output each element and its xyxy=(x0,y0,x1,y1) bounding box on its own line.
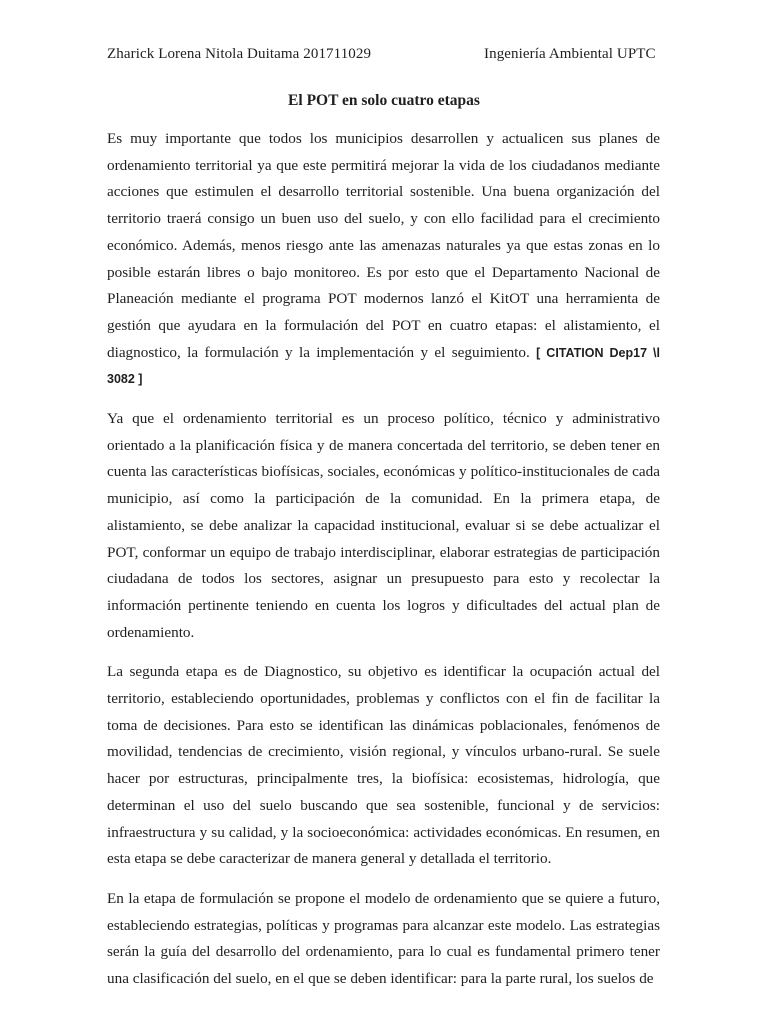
document-body xyxy=(107,126,660,1006)
document-title: El POT en solo cuatro etapas xyxy=(288,92,480,109)
header-program: Ingeniería Ambiental UPTC xyxy=(484,46,656,62)
paragraph-1 xyxy=(107,126,660,393)
citation-field: [ CITATION Dep17 \l 3082 ] xyxy=(107,345,660,387)
paragraph-2: Ya que el ordenamiento territorial es un proceso político, técnico y administrativo orientado a la planificación física y de manera concertada del territorio, se deben tener en cuenta las características biofísicas, sociales, económicas y político-institucionales de cada municipio, así como la participación de la comunidad. En la primera etapa, de alistamiento, se debe analizar la capacidad institucional, evaluar si se debe actualizar el POT, conformar un equipo de trabajo interdisciplinar, elaborar estrategias de participación ciudadana de todos los sectores, asignar un presupuesto para esto y recolectar la información pertinente teniendo en cuenta los logros y dificultades del actual plan de ordenamiento. xyxy=(107,410,660,641)
header-author: Zharick Lorena Nitola Duitama 201711029 xyxy=(107,46,372,62)
paragraph-1-text: Es muy importante que todos los municipios desarrollen y actualicen sus planes de ordenamiento territorial ya que este permitirá mejorar la vida de los ciudadanos mediante acciones que estimulen el desarrollo territorial sostenible. Una buena organización del territorio traerá consigo un buen uso del suelo, y con ello facilidad para el crecimiento económico. Además, menos riesgo ante las amenazas naturales ya que estas zonas en lo posible estarán libres o bajo monitoreo. Es por esto que el Departamento Nacional de Planeación mediante el programa POT modernos lanzó el KitOT una herramienta de gestión que ayudara en la formulación del POT en cuatro etapas: el alistamiento, el diagnostico, la formulación y la implementación y el seguimiento. xyxy=(107,130,660,361)
paragraph-4: En la etapa de formulación se propone el modelo de ordenamiento que se quiere a futuro, estableciendo estrategias, políticas y programas para alcanzar este modelo. Las estrategias serán la guía del desarrollo del ordenamiento, para lo cual es fundamental primero tener una clasificación del suelo, en el que se deben identificar: para la parte rural, los suelos de xyxy=(107,889,660,988)
paragraph-3: La segunda etapa es de Diagnostico, su objetivo es identificar la ocupación actual del territorio, estableciendo oportunidades, problemas y conflictos con el fin de facilitar la toma de decisiones. Para esto se identifican las dinámicas poblacionales, fenómenos de movilidad, tendencias de crecimiento, visión regional, y vínculos urbano-rural. Se suele hacer por estructuras, principalmente tres, la biofísica: ecosistemas, hidrología, que determinan el uso del suelo buscando que sea sostenible, funcional y de servicios: infraestructura y su calidad, y la socioeconómica: actividades económicas. En resumen, en esta etapa se debe caracterizar de manera general y detallada el territorio. xyxy=(107,663,660,868)
